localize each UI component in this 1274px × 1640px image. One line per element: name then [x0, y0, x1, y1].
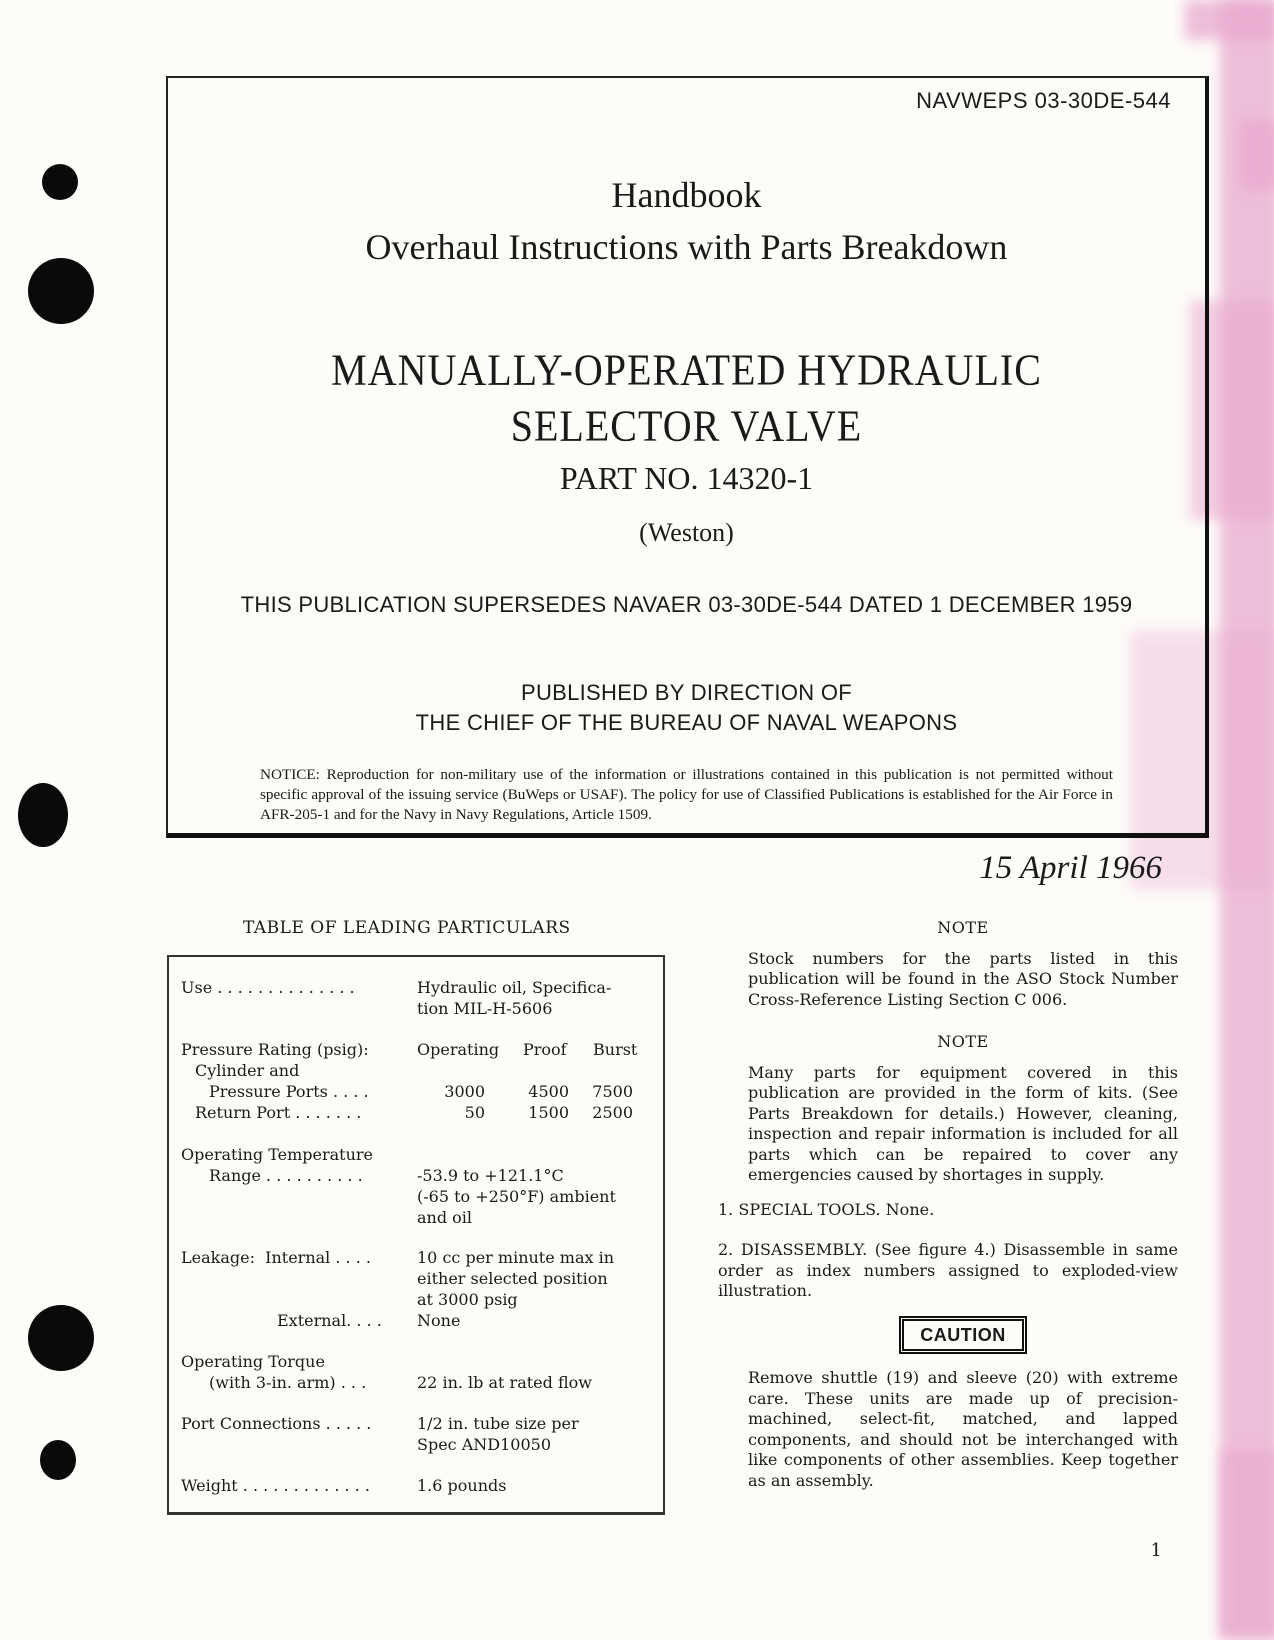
pressure-ports-burst: 7500: [592, 1082, 633, 1101]
torque-label: Operating Torque: [181, 1352, 325, 1371]
caution-label: CAUTION: [899, 1316, 1027, 1355]
return-port-proof: 1500: [528, 1103, 569, 1122]
page-title: [168, 342, 1205, 454]
col-operating: Operating: [417, 1040, 500, 1059]
title-line-1: MANUALLY-OPERATED HYDRAULIC: [331, 344, 1042, 395]
handbook-label: Handbook: [611, 175, 762, 215]
binder-hole: [40, 1440, 76, 1480]
supersedes-statement: THIS PUBLICATION SUPERSEDES NAVAER 03-30DE-544 DATED 1 DECEMBER 1959: [240, 592, 1133, 617]
pressure-label: Pressure Rating (psig):: [181, 1040, 369, 1059]
pink-stain: [1185, 0, 1274, 40]
note-text: Stock numbers for the parts listed in this publication will be found in the ASO Stock Number Cross-Reference Listing Section C 006.: [748, 948, 1178, 1009]
title-box: [166, 76, 1209, 838]
torque-value: 22 in. lb at rated flow: [417, 1373, 592, 1392]
binder-hole: [28, 1305, 94, 1371]
port-connections-value: 1/2 in. tube size per Spec AND10050: [417, 1414, 579, 1454]
notice-text: NOTICE: Reproduction for non-military use of the information or illustrations contained in this publication is not permitted without specific approval of the issuing service (BuWeps or USAF). The policy for use of Classified Publications is established for the Air Force in AFR-205-1 and for the Navy in Navy Regulations, Article 1509.: [260, 766, 1113, 823]
leakage-external-label: External. . . .: [277, 1311, 382, 1330]
binder-hole: [28, 258, 94, 324]
return-port-operating: 50: [464, 1103, 485, 1122]
weight-label: Weight . . . . . . . . . . . . .: [181, 1476, 370, 1495]
return-port-burst: 2500: [592, 1103, 633, 1122]
temperature-label: Operating Temperature: [181, 1145, 374, 1164]
use-value: Hydraulic oil, Specifica- tion MIL-H-5606: [417, 978, 612, 1018]
publication-date: 15 April 1966: [979, 850, 1162, 886]
subtitle: Overhaul Instructions with Parts Breakdown: [365, 227, 1008, 267]
note-heading: NOTE: [937, 918, 989, 937]
use-label: Use . . . . . . . . . . . . . .: [181, 978, 355, 997]
torque-arm-label: (with 3-in. arm) . . .: [209, 1373, 367, 1392]
port-connections-label: Port Connections . . . . .: [181, 1414, 372, 1433]
published-line-2: THE CHIEF OF THE BUREAU OF NAVAL WEAPONS: [415, 710, 958, 735]
col-burst: Burst: [593, 1040, 638, 1059]
published-line-1: PUBLISHED BY DIRECTION OF: [520, 680, 853, 705]
temperature-value: -53.9 to +121.1°C (-65 to +250°F) ambient and oil: [417, 1166, 616, 1227]
title-line-2: SELECTOR VALVE: [510, 400, 863, 451]
return-port-label: Return Port . . . . . . .: [195, 1103, 362, 1122]
pink-stain: [1220, 1450, 1274, 1640]
weight-value: 1.6 pounds: [417, 1476, 507, 1495]
right-column: [718, 918, 1178, 1491]
pressure-ports-proof: 4500: [528, 1082, 569, 1101]
range-label: Range . . . . . . . . . .: [209, 1166, 363, 1185]
doc-number: NAVWEPS 03-30DE-544: [916, 88, 1171, 113]
note-heading: NOTE: [937, 1032, 989, 1051]
pressure-ports-label: Pressure Ports . . . .: [209, 1082, 369, 1101]
manufacturer: (Weston): [639, 518, 734, 547]
cylinder-label: Cylinder and: [195, 1061, 300, 1080]
published-by: [168, 678, 1205, 738]
leakage-internal-label: Leakage: Internal . . . .: [181, 1248, 371, 1267]
caution-banner: [748, 1316, 1178, 1355]
section-disassembly: 2. DISASSEMBLY. (See figure 4.) Disassemble in same order as index numbers assigned to exploded-view illustration.: [718, 1240, 1178, 1300]
leakage-internal-value: 10 cc per minute max in either selected position at 3000 psig: [417, 1248, 615, 1309]
caution-text: Remove shuttle (19) and sleeve (20) with extreme care. These units are made up of precision-machined, select-fit, matched, and lapped components, and should not be interchanged with like components of other assemblies. Keep together as an assembly.: [748, 1368, 1178, 1490]
binder-hole: [18, 783, 68, 847]
page-number: 1: [1150, 1540, 1162, 1561]
pressure-ports-operating: 3000: [444, 1082, 485, 1101]
section-special-tools: 1. SPECIAL TOOLS. None.: [718, 1199, 935, 1219]
table-row-pressure: [181, 1039, 655, 1129]
table-title: TABLE OF LEADING PARTICULARS: [243, 918, 571, 938]
pink-stain: [1240, 120, 1274, 190]
note-text: Many parts for equipment covered in this publication are provided in the form of kits. (See Parts Breakdown for details.) However, cleaning, inspection and repair information is included for all parts which can be repaired to cover any emergencies caused by shortages in supply.: [748, 1062, 1178, 1184]
col-proof: Proof: [523, 1040, 567, 1059]
part-number: PART NO. 14320-1: [559, 460, 814, 496]
leading-particulars-table: [167, 955, 665, 1515]
binder-hole: [42, 164, 78, 200]
leakage-external-value: None: [417, 1311, 461, 1330]
